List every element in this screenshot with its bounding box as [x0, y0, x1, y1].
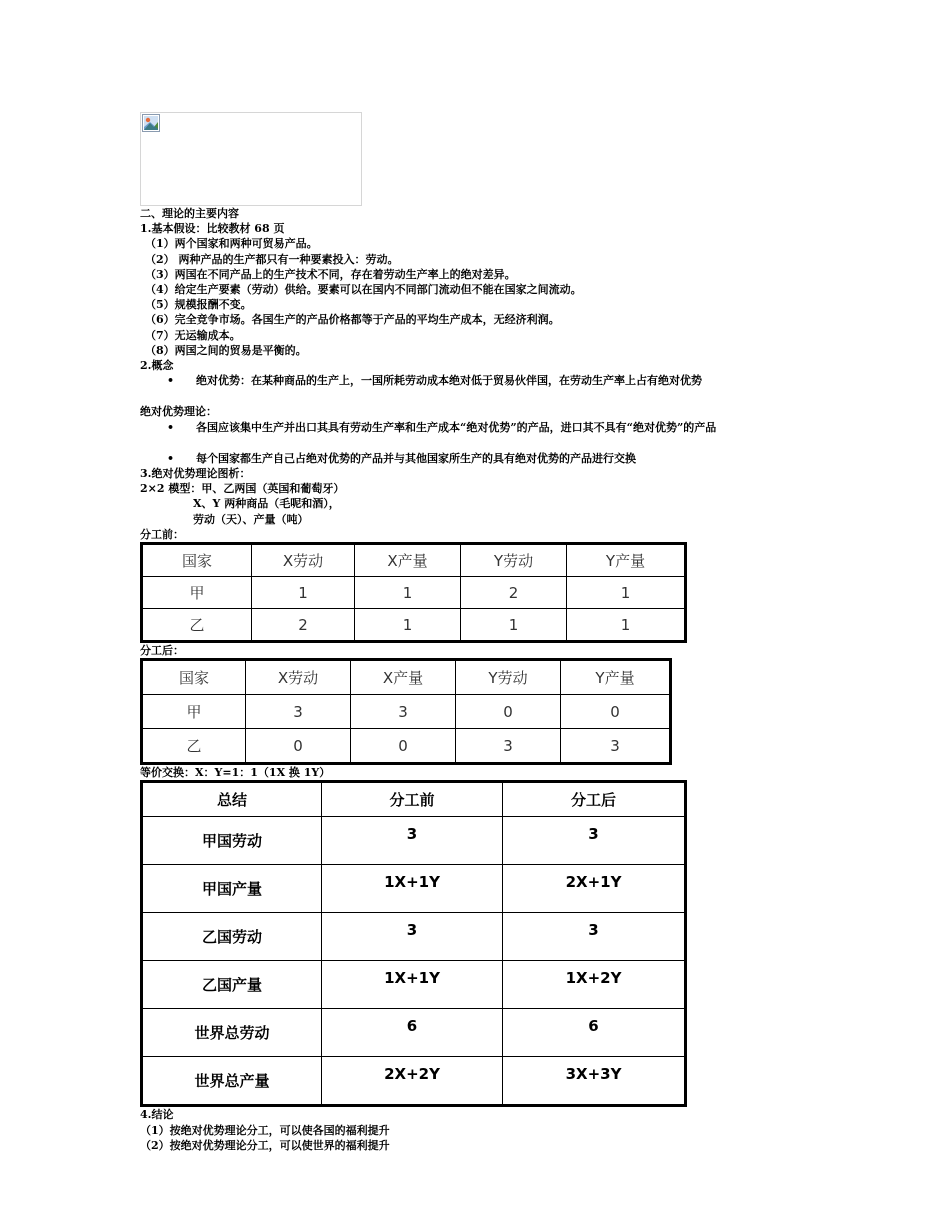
table-header-cell: X劳动 — [252, 544, 355, 577]
table-summary — [140, 780, 687, 1107]
table-row — [142, 961, 686, 1009]
assumption-item: （2） 两种产品的生产都只有一种要素投入：劳动。 — [145, 252, 399, 266]
table-header-cell: 国家 — [142, 544, 252, 577]
table-cell: 甲国产量 — [142, 865, 322, 913]
table-cell: 甲国劳动 — [142, 817, 322, 865]
table-header-row — [142, 544, 686, 577]
assumption-item: （8）两国之间的贸易是平衡的。 — [145, 343, 307, 357]
model-line: 劳动（天）、产量（吨） — [193, 512, 309, 526]
table-row — [142, 695, 671, 729]
definition-bullet — [140, 373, 840, 388]
table-cell: 2 — [252, 609, 355, 642]
table-cell: 乙国产量 — [142, 961, 322, 1009]
table-header-cell: X产量 — [351, 660, 456, 695]
theory-title: 绝对优势理论： — [140, 405, 217, 419]
table-cell: 0 — [351, 729, 456, 764]
assumption-item: （3）两国在不同产品上的生产技术不同，存在着劳动生产率上的绝对差异。 — [145, 267, 516, 281]
before-label: 分工前： — [140, 527, 184, 541]
table-header-cell: X劳动 — [246, 660, 351, 695]
table-header-cell: 总结 — [142, 782, 322, 817]
definition-text: 绝对优势：在某种商品的生产上，一国所耗劳动成本绝对低于贸易伙伴国，在劳动生产率上占有绝对优势 — [196, 374, 702, 388]
table-cell: 1 — [567, 577, 686, 609]
table-row — [142, 577, 686, 609]
table-cell: 乙国劳动 — [142, 913, 322, 961]
section3-title: 3.绝对优势理论图析： — [140, 467, 251, 481]
table-row — [142, 1057, 686, 1106]
conclusion-item: （2）按绝对优势理论分工，可以使世界的福利提升 — [140, 1138, 390, 1152]
table-cell: 2X+1Y — [503, 865, 686, 913]
table-cell: 6 — [322, 1009, 503, 1057]
table-cell: 3 — [322, 913, 503, 961]
theory-bullet — [140, 451, 840, 466]
heading: 二、理论的主要内容 — [140, 207, 239, 220]
theory-bullet — [140, 420, 840, 435]
table-cell: 世界总产量 — [142, 1057, 322, 1106]
table-row — [142, 609, 686, 642]
table-cell: 3 — [561, 729, 671, 764]
table-cell: 3 — [456, 729, 561, 764]
table-header-cell: Y劳动 — [456, 660, 561, 695]
table-cell: 世界总劳动 — [142, 1009, 322, 1057]
exchange-label: 等价交换：X：Y=1：1（1X 换 1Y） — [140, 766, 331, 780]
table-cell: 3 — [503, 913, 686, 961]
section4-title: 4.结论 — [140, 1108, 174, 1122]
table-row — [142, 913, 686, 961]
table-cell: 2X+2Y — [322, 1057, 503, 1106]
table-cell: 乙 — [142, 729, 246, 764]
table-cell: 3 — [351, 695, 456, 729]
model-line: 2×2 模型：甲、乙两国（英国和葡萄牙） — [140, 482, 345, 496]
table-header-cell: Y劳动 — [461, 544, 567, 577]
table-header-row — [142, 782, 686, 817]
table-header-cell: 分工前 — [322, 782, 503, 817]
table-header-cell: Y产量 — [561, 660, 671, 695]
broken-image-icon — [142, 114, 160, 132]
assumption-item: （4）给定生产要素（劳动）供给。要素可以在国内不同部门流动但不能在国家之间流动。 — [145, 283, 582, 297]
table-cell: 3 — [246, 695, 351, 729]
table-before — [140, 542, 687, 643]
table-row — [142, 1009, 686, 1057]
table-row — [142, 729, 671, 764]
table-header-cell: 国家 — [142, 660, 246, 695]
table-cell: 乙 — [142, 609, 252, 642]
table-cell: 0 — [561, 695, 671, 729]
table-cell: 6 — [503, 1009, 686, 1057]
table-header-row — [142, 660, 671, 695]
theory-text: 每个国家都生产自己占绝对优势的产品并与其他国家所生产的具有绝对优势的产品进行交换 — [196, 451, 636, 465]
table-cell: 2 — [461, 577, 567, 609]
table-row — [142, 817, 686, 865]
table-row — [142, 865, 686, 913]
after-label: 分工后： — [140, 644, 184, 658]
assumption-item: （1）两个国家和两种可贸易产品。 — [145, 237, 318, 251]
theory-text: 各国应该集中生产并出口其具有劳动生产率和生产成本“绝对优势”的产品，进口其不具有“绝对优势”的产品 — [196, 420, 717, 434]
table-cell: 3 — [322, 817, 503, 865]
table-cell: 0 — [246, 729, 351, 764]
table-after — [140, 658, 672, 765]
table-cell: 1X+2Y — [503, 961, 686, 1009]
section1-title: 1.基本假设：比较教材 68 页 — [140, 222, 285, 236]
table-header-cell: Y产量 — [567, 544, 686, 577]
bullet-icon: • — [167, 420, 175, 434]
table-cell: 1X+1Y — [322, 961, 503, 1009]
document-page — [140, 112, 840, 1153]
table-cell: 3 — [503, 817, 686, 865]
broken-image — [140, 112, 362, 206]
table-cell: 1 — [355, 609, 461, 642]
table-cell: 1 — [355, 577, 461, 609]
section2-title: 2.概念 — [140, 359, 174, 373]
table-cell: 0 — [456, 695, 561, 729]
bullet-icon: • — [167, 374, 175, 388]
table-cell: 1X+1Y — [322, 865, 503, 913]
table-header-cell: 分工后 — [503, 782, 686, 817]
bullet-icon: • — [167, 451, 175, 465]
table-cell: 3X+3Y — [503, 1057, 686, 1106]
table-cell: 1 — [567, 609, 686, 642]
model-line: X、Y 两种商品（毛呢和酒）， — [193, 497, 340, 511]
table-cell: 甲 — [142, 577, 252, 609]
assumption-item: （5）规模报酬不变。 — [145, 298, 252, 312]
table-header-cell: X产量 — [355, 544, 461, 577]
assumption-item: （7）无运输成本。 — [145, 328, 241, 342]
conclusion-item: （1）按绝对优势理论分工，可以使各国的福利提升 — [140, 1123, 390, 1137]
table-cell: 甲 — [142, 695, 246, 729]
table-cell: 1 — [252, 577, 355, 609]
table-cell: 1 — [461, 609, 567, 642]
assumption-item: （6）完全竞争市场。各国生产的产品价格都等于产品的平均生产成本，无经济利润。 — [145, 313, 560, 327]
